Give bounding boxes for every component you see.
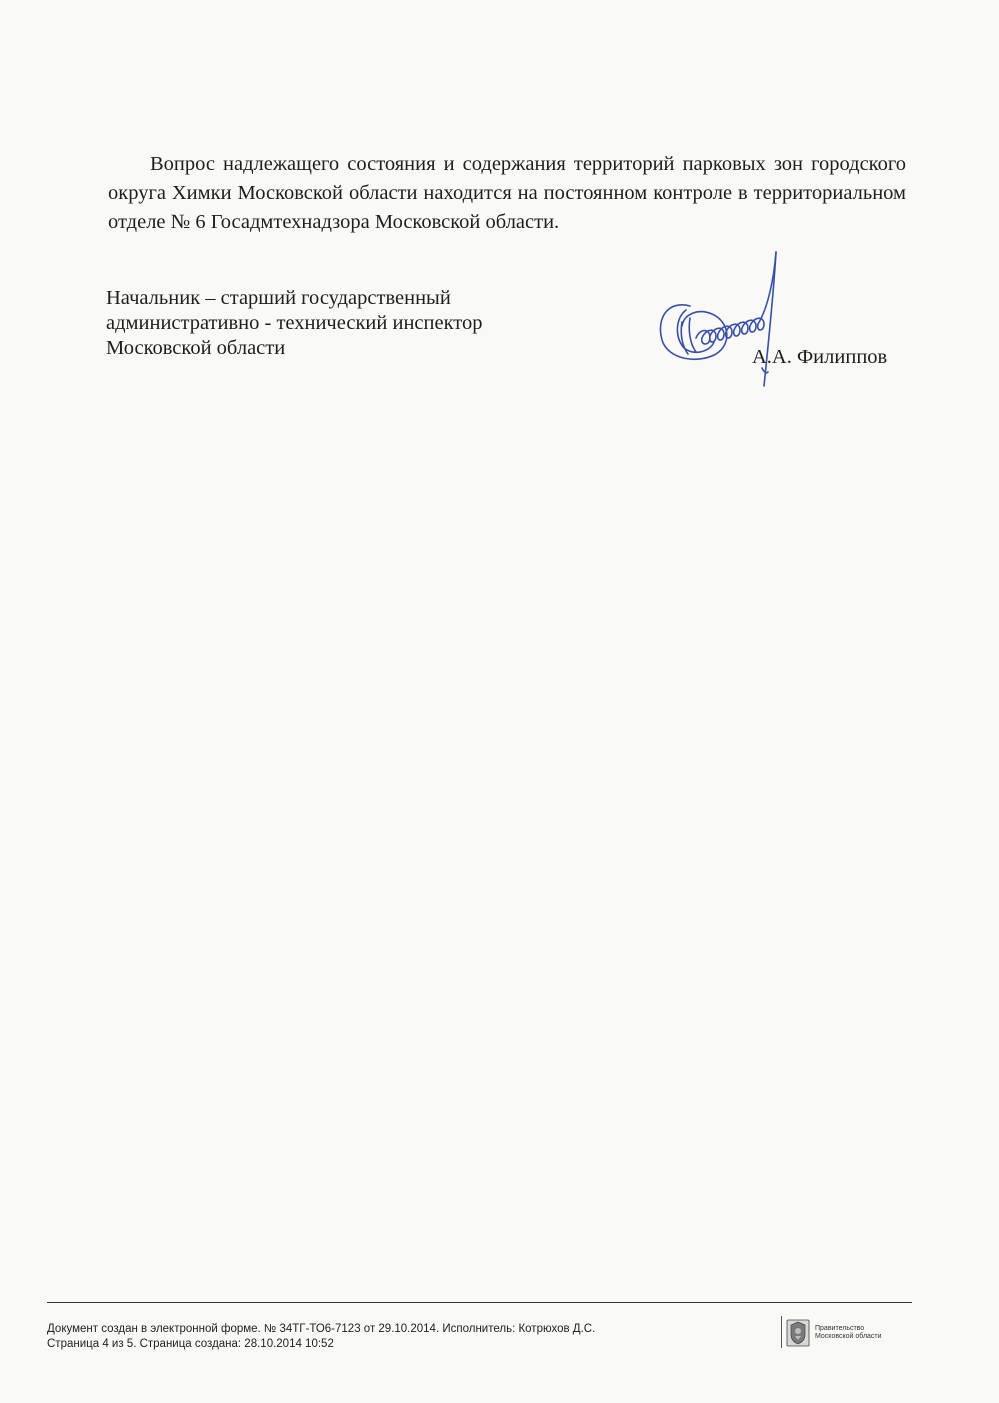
government-logo: [786, 1318, 910, 1348]
footer-info: [47, 1322, 595, 1352]
coat-of-arms-icon: [786, 1319, 810, 1347]
logo-line: Правительство: [815, 1325, 865, 1332]
logo-line: Московской области: [815, 1333, 882, 1340]
footer-divider-line: [47, 1302, 912, 1303]
footer-document-line: Документ создан в электронной форме. № 34ТГ-ТО6-7123 от 29.10.2014. Исполнитель: Котрюхов Д.С.: [47, 1323, 596, 1335]
government-logo-text: [815, 1325, 882, 1341]
signer-title-line: Московской области: [106, 337, 286, 359]
body-paragraph: Вопрос надлежащего состояния и содержания территорий парковых зон городского округа Химки Московской области находится на постоянном контроле в территориальном отделе № 6 Госадмтехнадзора Московской области.: [108, 153, 906, 233]
signer-name: А.А. Филиппов: [752, 346, 888, 368]
signer-title-line: Начальник – старший государственный: [106, 287, 451, 309]
footer-page-line: Страница 4 из 5. Страница создана: 28.10.2014 10:52: [47, 1338, 334, 1350]
signer-title-line: административно - технический инспектор: [106, 312, 483, 334]
footer-vertical-divider: [781, 1316, 782, 1348]
signer-title: [106, 286, 576, 361]
